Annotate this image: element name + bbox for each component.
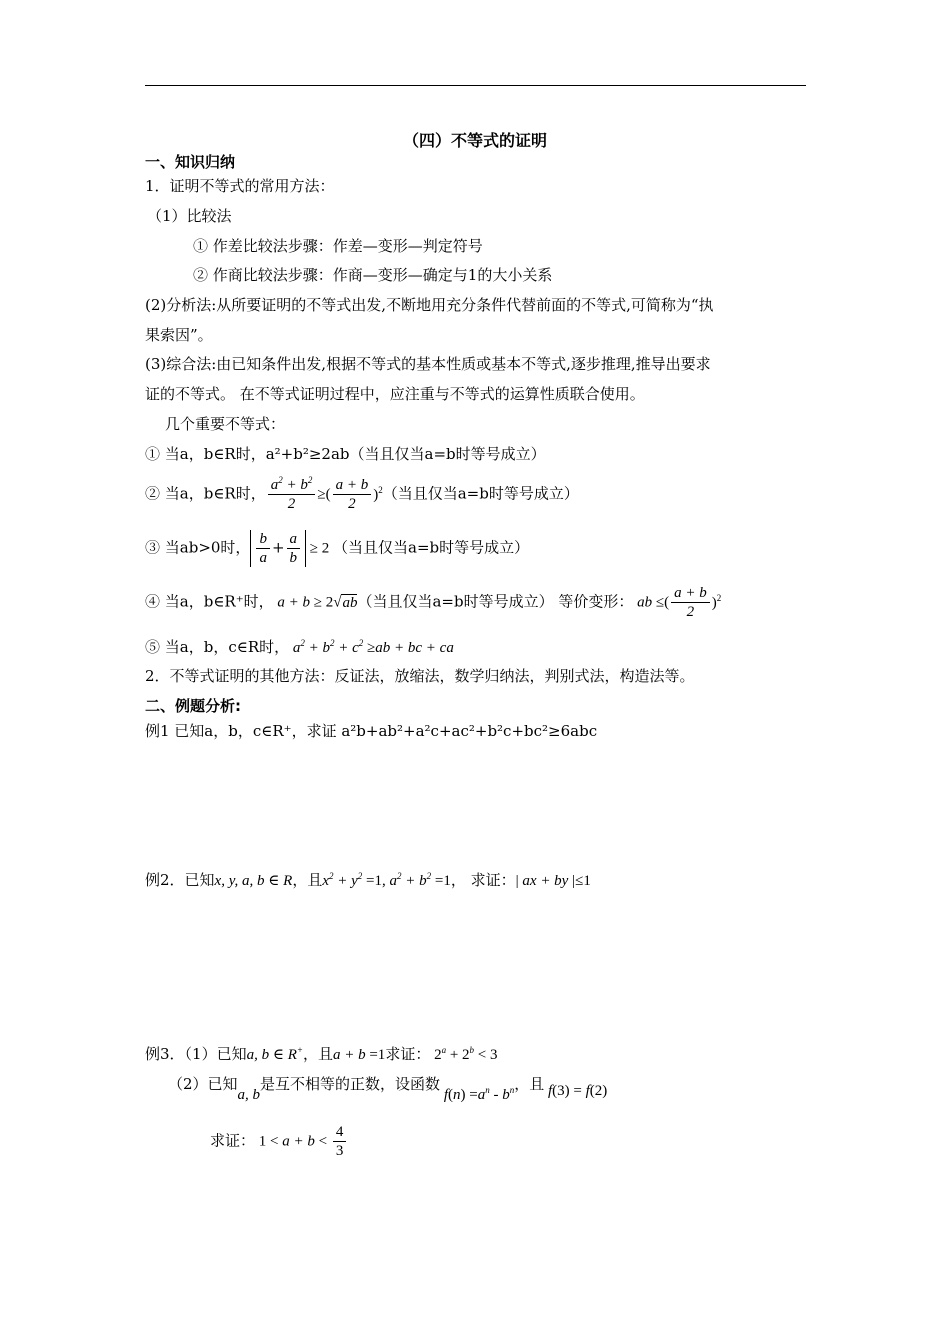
- text-span: 求证：: [385, 1045, 431, 1063]
- text-line: (3)综合法:由已知条件出发,根据不等式的基本性质或基本不等式,逐步推理,推导出要求: [145, 355, 711, 373]
- text-line: (2)分析法:从所要证明的不等式出发,不断地用充分条件代替前面的不等式,可简称为“执: [145, 296, 714, 314]
- text-line: ② 作商比较法步骤：作商—变形—确定与1的大小关系: [193, 266, 553, 284]
- inequality-3: ③ 当ab>0时， $\frac{b}{a}$ + $\frac{a}{b}$ ≥ 2 （当且仅当a=b时等号成立）: [145, 531, 530, 566]
- header-rule: [145, 85, 806, 86]
- example-3: 例3．（1）已知a, b ∈ R+，且a + b =1求证： $2^a + 2^b < 3$: [145, 1045, 498, 1063]
- text-span: （当且仅当a=b时等号成立）: [333, 538, 530, 557]
- inequality-2: ② 当a，b∈R时， $\frac{a^2 + b^2}{2}$ ≥( $\frac{a + b}{2}$ )$^2$（当且仅当a=b时等号成立）: [145, 475, 579, 512]
- inequality-1: ① 当a，b∈R时，a²+b²≥2ab（当且仅当a=b时等号成立）: [145, 445, 546, 463]
- inequality-4: ④ 当a，b∈R⁺时， a + b ≥ 2√ab（当且仅当a=b时等号成立） 等价变形： ab ≤( $\frac{a + b}{2}$ )$^2$: [145, 585, 722, 620]
- text-line: 证的不等式。 在不等式证明过程中，应注重与不等式的运算性质联合使用。: [145, 385, 645, 403]
- text-span: （当且仅当a=b时等号成立）: [382, 484, 579, 503]
- section-heading-1: 一、知识归纳: [145, 153, 236, 171]
- inequality-5: ⑤ 当a，b，c∈R时， $a^2 + b^2 + c^2 \ge ab$ + bc + ca: [145, 638, 454, 656]
- text-span: 例2．已知: [145, 871, 215, 889]
- text-line: （1）比较法: [147, 207, 232, 225]
- example-2: 例2．已知x, y, a, b ∈ R，且$x^2 + y^2 =1$, $a^2 + b^2 =1$， 求证：| ax + by |≤1: [145, 871, 591, 889]
- text-line: ① 作差比较法步骤：作差—变形—判定符号: [193, 237, 483, 255]
- text-line: 几个重要不等式：: [165, 415, 286, 433]
- text-span: ， 求证：: [450, 871, 516, 889]
- text-line: 2．不等式证明的其他方法：反证法，放缩法，数学归纳法，判别式法，构造法等。: [145, 667, 695, 685]
- text-span: ，且: [302, 1045, 333, 1063]
- text-span: ② 当a，b∈R时，: [145, 484, 266, 503]
- text-span: ，且: [292, 871, 323, 889]
- text-line: 1．证明不等式的常用方法：: [145, 177, 335, 195]
- example-3-proof: 求证： 1 < a + b < $\frac{4}{3}$: [210, 1123, 348, 1160]
- text-span: ③ 当ab>0时，: [145, 538, 251, 557]
- page-title: （四）不等式的证明: [402, 131, 547, 150]
- example-3-part-2: （2）已知a, b是互不相等的正数，设函数 $f(n) =a^n - b^n$，且 f(3) = f(2): [168, 1075, 608, 1103]
- text-span: 是互不相等的正数，设函数: [260, 1075, 441, 1093]
- text-span: ④ 当a，b∈R⁺时，: [145, 592, 274, 611]
- text-span: ，且: [514, 1075, 545, 1093]
- text-line: 果索因”。: [145, 326, 213, 344]
- text-span: （2）已知: [168, 1075, 238, 1093]
- section-heading-2: 二、例题分析:: [145, 697, 241, 715]
- text-span: 例3．（1）已知: [145, 1045, 247, 1063]
- text-span: ⑤ 当a，b，c∈R时，: [145, 638, 290, 656]
- example-1: 例1 已知a，b，c∈R⁺，求证 a²b+ab²+a²c+ac²+b²c+bc²≥6abc: [145, 722, 598, 740]
- text-span: 求证：: [210, 1131, 256, 1150]
- text-span: （当且仅当a=b时等号成立） 等价变形：: [357, 592, 634, 611]
